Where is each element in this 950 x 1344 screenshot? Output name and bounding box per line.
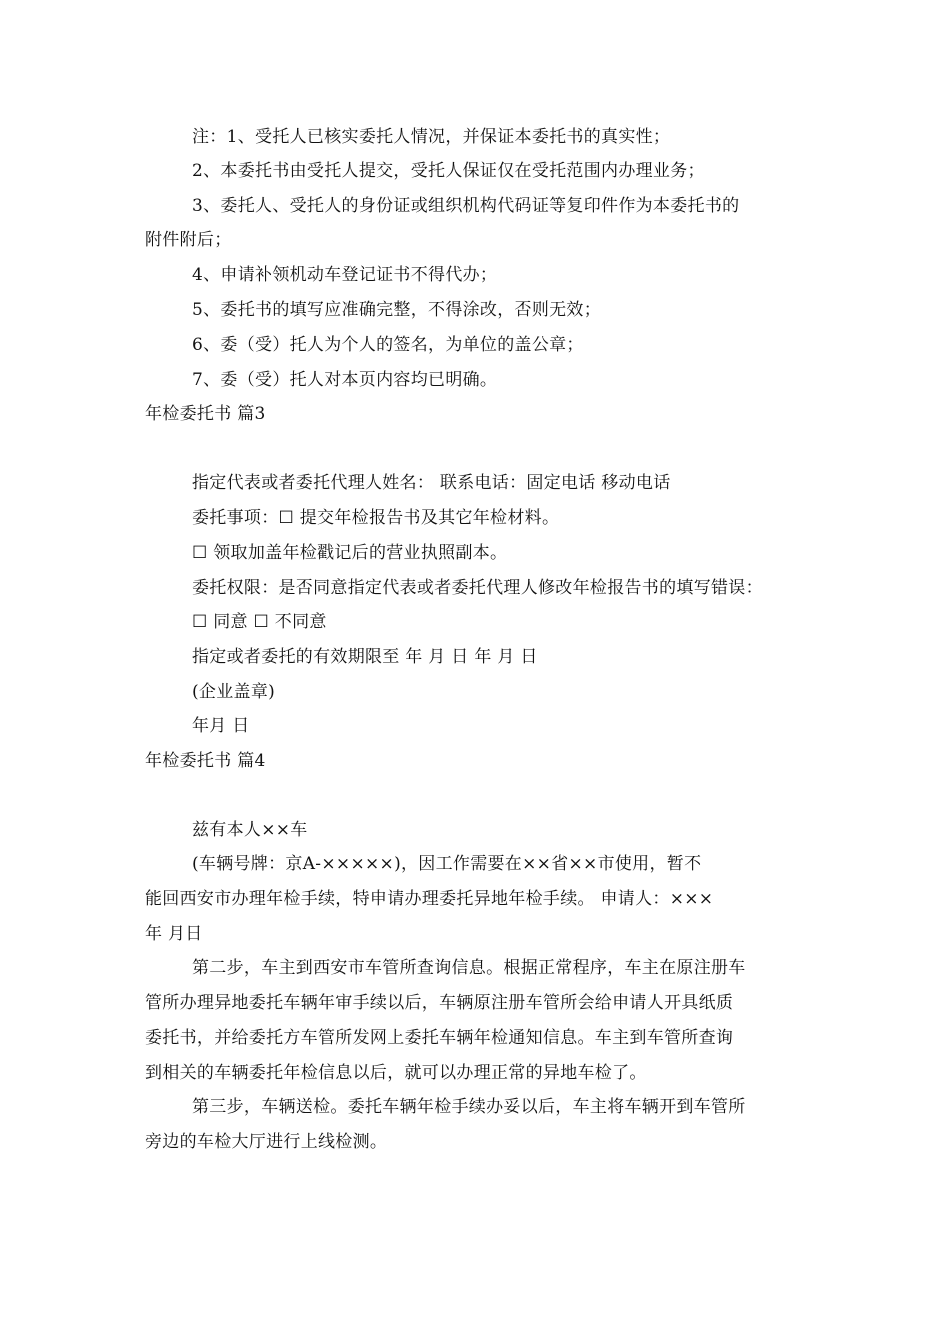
section-3-line-3: ☐ 领取加盖年检戳记后的营业执照副本。 (192, 543, 508, 563)
section-3-line-8: 年月 日 (192, 716, 250, 736)
section-4-line-2: (车辆号牌：京A-×××××)，因工作需要在××省××市使用，暂不 (192, 854, 702, 874)
section-3-heading: 年检委托书 篇3 (145, 404, 266, 424)
section-3-line-5: ☐ 同意 ☐ 不同意 (192, 612, 327, 632)
section-4-line-3: 能回西安市办理年检手续，特申请办理委托异地年检手续。 申请人：××× (145, 889, 714, 909)
section-4-line-10: 旁边的车检大厅进行上线检测。 (145, 1132, 388, 1152)
section-4-line-5: 第二步，车主到西安市车管所查询信息。根据正常程序，车主在原注册车 (192, 958, 746, 978)
note-line-5: 5、委托书的填写应准确完整，不得涂改，否则无效； (192, 300, 602, 320)
section-4-line-9: 第三步，车辆送检。委托车辆年检手续办妥以后，车主将车辆开到车管所 (192, 1097, 746, 1117)
section-3-line-2: 委托事项：☐ 提交年检报告书及其它年检材料。 (192, 508, 560, 528)
note-line-4: 4、申请补领机动车登记证书不得代办； (192, 265, 498, 285)
section-3-line-4: 委托权限：是否同意指定代表或者委托代理人修改年检报告书的填写错误： (192, 578, 763, 598)
section-3-line-7: (企业盖章) (192, 682, 276, 702)
section-4-line-1: 兹有本人××车 (192, 820, 308, 840)
note-line-3: 3、委托人、受托人的身份证或组织机构代码证等复印件作为本委托书的 (192, 196, 740, 216)
note-line-7: 7、委（受）托人对本页内容均已明确。 (192, 370, 498, 390)
section-4-line-6: 管所办理异地委托车辆年审手续以后，车辆原注册车管所会给申请人开具纸质 (145, 993, 734, 1013)
note-line-2: 2、本委托书由受托人提交，受托人保证仅在受托范围内办理业务； (192, 161, 705, 181)
note-line-3-continued: 附件附后； (145, 230, 232, 250)
section-4-line-8: 到相关的车辆委托年检信息以后，就可以办理正常的异地车检了。 (145, 1063, 647, 1083)
section-3-line-1: 指定代表或者委托代理人姓名： 联系电话：固定电话 移动电话 (192, 473, 671, 493)
section-4-line-7: 委托书，并给委托方车管所发网上委托车辆年检通知信息。车主到车管所查询 (145, 1028, 734, 1048)
note-line-1: 注：1、受托人已核实委托人情况，并保证本委托书的真实性； (192, 127, 671, 147)
section-4-line-4: 年 月日 (145, 924, 203, 944)
section-4-heading: 年检委托书 篇4 (145, 751, 266, 771)
note-line-6: 6、委（受）托人为个人的签名，为单位的盖公章； (192, 335, 584, 355)
section-3-line-6: 指定或者委托的有效期限至 年 月 日 年 月 日 (192, 647, 538, 667)
